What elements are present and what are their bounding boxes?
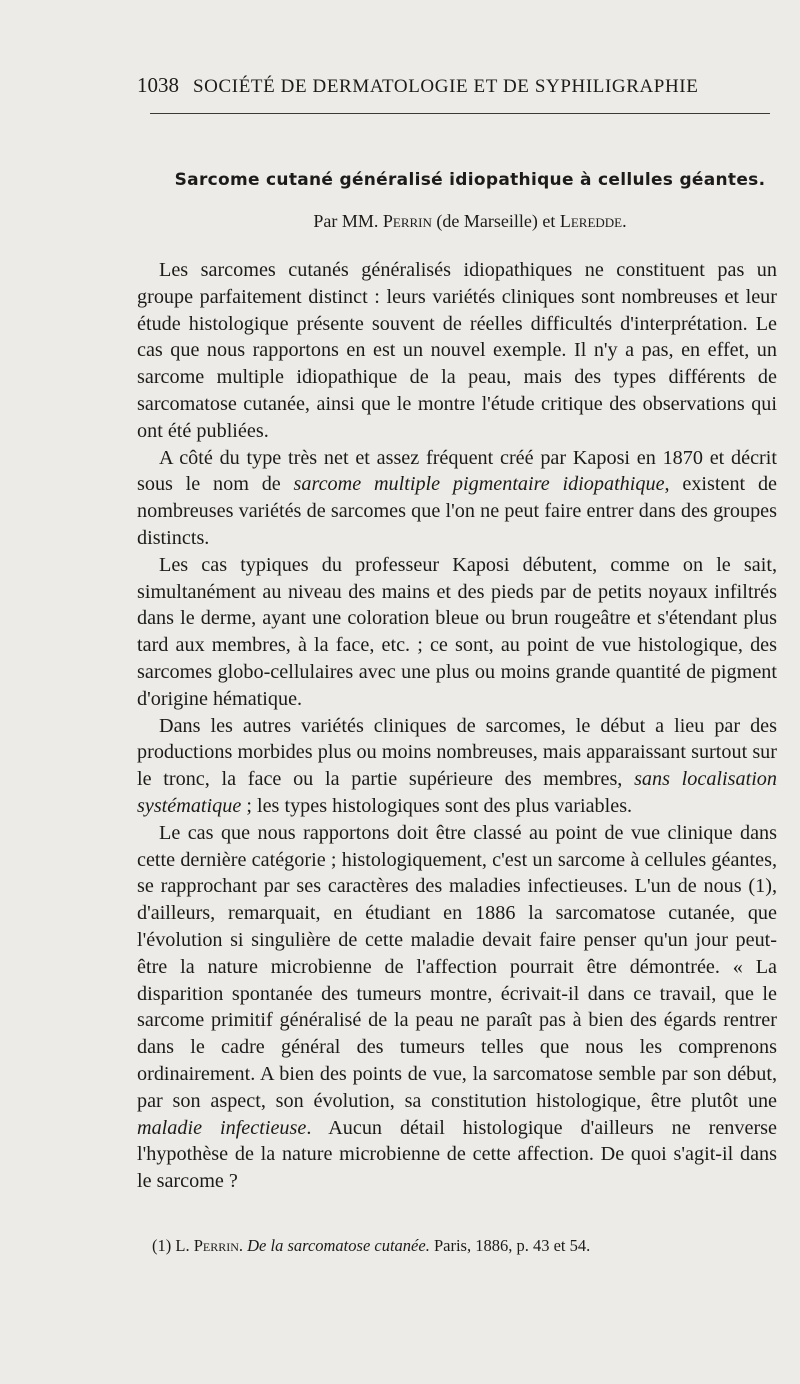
paragraph-5 bbox=[137, 820, 777, 1195]
byline bbox=[0, 211, 800, 232]
paragraph-1: Les sarcomes cutanés généralisés idiopathiques ne constituent pas un groupe parfaitement distinct : leurs variétés cliniques sont nombreuses et leur étude histologique présente souvent de réelles difficultés d'interprétation. Le cas que nous rapportons en est un nouvel exemple. Il n'y a pas, en effet, un sarcome multiple idiopathique de la peau, mais des types différents de sarcomatose cutanée, ainsi que le montre l'étude critique des observations qui ont été publiées. bbox=[137, 259, 777, 442]
header-rule bbox=[150, 113, 770, 114]
paragraph-3: Les cas typiques du professeur Kaposi débutent, comme on le sait, simultanément au niveau des mains et des pieds par de petits noyaux infiltrés dans le derme, ayant une coloration bleue ou brun rougeâtre et s'étendant plus tard aux membres, à la face, etc. ; ce sont, au point de vue histologique, des sarcomes globo-cellulaires avec une plus ou moins grande quantité de pigment d'origine hématique. bbox=[137, 553, 777, 710]
footnote-author: L. Perrin. bbox=[175, 1236, 244, 1255]
paragraph-2-emphasis: sarcome multiple pigmentaire idiopathique bbox=[293, 473, 665, 496]
footnote-mark: (1) bbox=[152, 1236, 172, 1255]
paragraph-4 bbox=[137, 713, 777, 820]
running-title: SOCIÉTÉ DE DERMATOLOGIE ET DE SYPHILIGRAPHIE bbox=[193, 76, 699, 97]
paragraph-4-emphasis: sans localisation systématique bbox=[137, 768, 777, 817]
author-leredde: Leredde. bbox=[559, 211, 627, 231]
paragraph-4-text-b: ; les types histologiques sont des plus variables. bbox=[241, 794, 633, 817]
paragraph-2-text-b: , existent de nombreuses variétés de sarcomes que l'on ne peut faire entrer dans des groupes distincts. bbox=[137, 473, 777, 549]
author-affiliation: (de Marseille) et bbox=[436, 211, 556, 231]
article-title: Sarcome cutané généralisé idiopathique à cellules géantes. bbox=[174, 170, 766, 190]
byline-prefix: Par MM. bbox=[313, 211, 379, 231]
footnote-details: Paris, 1886, p. 43 et 54. bbox=[433, 1236, 591, 1255]
paragraph-5-text-b: . Aucun détail histologique d'ailleurs ne renverse l'hypothèse de la nature microbienne de cette affection. De quoi s'agit-il dans le sarcome ? bbox=[137, 1116, 777, 1193]
paragraph-5-text-a: Le cas que nous rapportons doit être classé au point de vue clinique dans cette dernière catégorie ; histologiquement, c'est un sarcome à cellules géantes, se rapprochant par ses caractères des maladies infectieuses. L'un de nous (1), d'ailleurs, remarquait, en étudiant en 1886 la sarcomatose cutanée, que l'évolution si singulière de cette maladie devait faire penser qu'un jour peut-être la nature microbienne de l'affection pourrait être démontrée. « La disparition spontanée des tumeurs montre, écrivait-il dans ce travail, que le sarcome primitif généralisé de la peau ne paraît pas à bien des égards rentrer dans le cadre général des tumeurs telles que nous les comprenons ordinairement. A bien des points de vue, la sarcomatose semble par son début, par son aspect, son évolution, sa constitution histologique, être plutôt une bbox=[137, 821, 777, 1112]
running-header bbox=[137, 73, 777, 98]
footnote-work-title: De la sarcomatose cutanée. bbox=[247, 1236, 430, 1255]
footnote bbox=[152, 1236, 777, 1256]
page-number: 1038 bbox=[137, 73, 179, 97]
paragraph-2-text-a: A côté du type très net et assez fréquent créé par Kaposi en 1870 et décrit sous le nom de bbox=[137, 446, 777, 496]
author-perrin: Perrin bbox=[382, 211, 432, 231]
paragraph-5-emphasis: maladie infectieuse bbox=[137, 1116, 307, 1139]
paragraph-4-text-a: Dans les autres variétés cliniques de sarcomes, le début a lieu par des productions morbides plus ou moins nombreuses, mais apparaissant surtout sur le tronc, la face ou la partie supérieure des membres, bbox=[137, 714, 777, 791]
paragraph-2 bbox=[137, 445, 777, 552]
article-body bbox=[137, 257, 777, 1195]
